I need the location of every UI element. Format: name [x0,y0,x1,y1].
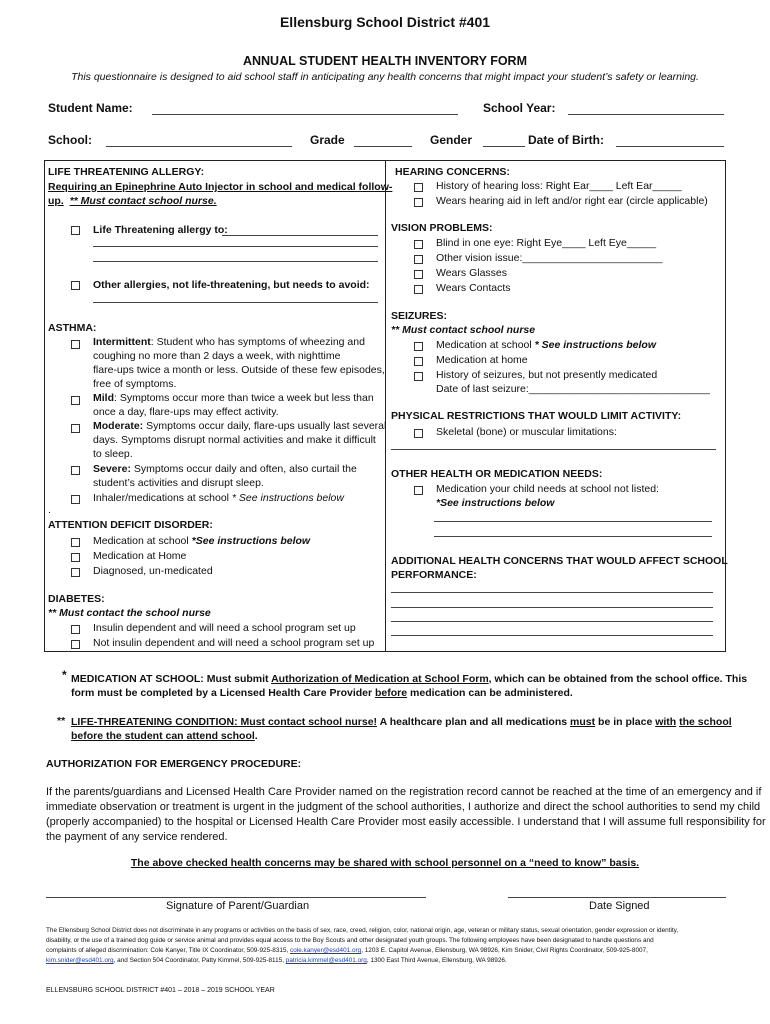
life-threat-i: . [254,730,258,742]
seizures-med-home: Medication at home [436,354,528,366]
allergy-line-3[interactable] [93,261,378,262]
authorization-line-3: (properly accompanied) to the hospital or Licensed Health Care Provider most easily accessible. I understand that I will assume full responsibility for [46,816,766,828]
medication-note-a: MEDICATION AT SCHOOL: Must submit [71,673,272,685]
hearing-loss: History of hearing loss: Right Ear____ Left Ear_____ [436,180,682,192]
nondisc-3a: complaints of alleged discrimination: Cole Kanyer, Title IX Coordinator, 509-925-8315, [46,947,291,954]
seizures-med-home-checkbox[interactable] [414,357,423,366]
allergy-up: up. [48,195,64,207]
mild-label: Mild [93,392,114,404]
intermittent-line-1 [93,335,365,349]
allergy-requirement-2 [48,194,217,208]
diabetes-note: ** Must contact the school nurse [48,607,211,619]
district-title: Ellensburg School District #401 [279,14,491,30]
life-threat-school: the school [679,716,732,728]
severe-line-2: student’s activities and disrupt sleep. [93,477,264,489]
authorization-line-4: the payment of any service rendered. [46,831,228,843]
parent-signature-label: Signature of Parent/Guardian [166,900,310,912]
other-needs-note: *See instructions below [436,497,555,509]
additional-title-1: ADDITIONAL HEALTH CONCERNS THAT WOULD AFFECT SCHOOL [391,555,728,567]
moderate-line-1 [93,419,386,433]
intermittent-line-3: flare-ups twice a month or less. Outside of these few episodes, [93,364,385,376]
nondisc-4d: , 1300 East Third Avenue, Ellensburg, WA 98926. [366,957,507,964]
add-med-school-label: Medication at school [93,535,192,547]
add-med-school [93,534,310,548]
other-needs-checkbox[interactable] [414,486,423,495]
severe-desc: Symptoms occur daily and often, also curtail the [130,463,357,475]
severe-label: Severe: [93,463,131,475]
seizures-history: History of seizures, but not presently medicated [436,369,658,381]
allergy-checkbox[interactable] [71,226,80,235]
diabetes-dependent: Insulin dependent and will need a school program set up [93,622,356,634]
authorization-line-2: immediate observation or treatment is urgent in the judgment of the school authorities, I authorize and direct the school authorities to send my child [46,801,761,813]
inhaler-label: Inhaler/medications at school [93,492,232,504]
seizures-med-school-note: * See instructions below [534,339,657,351]
other-allergy-line[interactable] [93,302,378,303]
gender-label: Gender [430,133,473,147]
moderate-label: Moderate: [93,420,144,432]
vision-glasses-checkbox[interactable] [414,270,423,279]
nondiscrimination-line-1: The Ellensburg School District does not discriminate in any programs or activities on the basis of sex, race, creed, religion, color, national origin, age, veteran or military status, sexual orientation, gender expression or identity, [46,927,679,934]
diabetes-not-dependent: Not insulin dependent and will need a school program set up [93,637,375,649]
additional-line-3[interactable] [391,621,713,622]
other-allergy-label: Other allergies, not life-threatening, but needs to avoid: [93,279,370,291]
share-notice: The above checked health concerns may be shared with school personnel on a “need to know” basis. [130,857,640,869]
add-med-school-note: *See instructions below [191,535,311,547]
nondisc-3c: , 1203 E. Capitol Avenue, Ellensburg, WA 98926, Kim Snider, Civil Rights Coordinator, 509-925-8007, [361,947,648,954]
vision-glasses: Wears Glasses [436,267,507,279]
intermittent-line-4: free of symptoms. [93,378,177,390]
gender-field[interactable] [483,146,525,147]
hearing-title: HEARING CONCERNS: [395,166,510,178]
life-threat-d: be in place [595,716,656,728]
inhaler-note: * See instructions below [231,492,344,504]
medication-note-line-2 [71,686,573,700]
additional-line-4[interactable] [391,635,713,636]
school-year-field[interactable] [568,114,724,115]
dob-label: Date of Birth: [528,133,604,147]
add-med-school-checkbox[interactable] [71,538,80,547]
mild-line-2: once a day, flare-ups may effect activity. [93,406,279,418]
stray-dot: . [48,504,51,516]
seizures-note: ** Must contact school nurse [391,324,536,336]
medication-form-name: Authorization of Medication at School Form [271,673,489,685]
nondiscrimination-line-4 [46,956,728,966]
medication-note-line-1 [71,672,747,686]
column-divider [385,160,386,652]
physical-skeletal: Skeletal (bone) or muscular limitations: [436,426,617,438]
seizures-title: SEIZURES: [391,310,448,322]
authorization-title: AUTHORIZATION FOR EMERGENCY PROCEDURE: [46,758,302,770]
add-unmedicated-checkbox[interactable] [71,568,80,577]
life-threat-must: must [570,716,596,728]
mild-line-1 [93,391,374,405]
grade-field[interactable] [354,146,412,147]
severe-line-1 [93,462,357,476]
dob-field[interactable] [616,146,724,147]
seizures-last-date: Date of last seizure:_______________________________ [436,383,710,395]
medication-note-c: , which can be obtained from the school office. This [488,673,748,685]
inhaler-line [93,491,344,505]
authorization-line-1: If the parents/guardians and Licensed Health Care Provider named on the registration record cannot be reached at the time of an emergency and if [46,786,762,798]
title-ix-email-link[interactable]: cole.kanyer@esd401.org [290,947,362,954]
vision-title: VISION PROBLEMS: [391,222,493,234]
other-allergy-checkbox[interactable] [71,281,80,290]
medication-note-f: medication can be administered. [407,687,573,699]
student-name-field[interactable] [152,114,458,115]
vision-other: Other vision issue:________________________ [436,252,663,264]
physical-checkbox[interactable] [414,429,423,438]
add-title: ATTENTION DEFICIT DISORDER: [48,519,213,531]
nondisc-4b: , and Section 504 Coordinator, Patty Kimmel, 509-925-8115, [113,957,286,964]
other-needs-line-2[interactable] [434,536,712,537]
section504-email-link[interactable]: patricia.kimmel@esd401.org [285,957,367,964]
life-threat-heading: LIFE-THREATENING CONDITION: Must contact school nurse! [71,716,378,728]
nondiscrimination-line-2: disability, or the use of a trained dog guide or service animal and provides equal access to the Boy Scouts and other designated youth groups. The following employees have been designated to handle questions and [46,937,654,944]
allergy-nurse-note: ** Must contact school nurse. [69,195,217,207]
grade-label: Grade [310,133,345,147]
star-note-2: ** [57,715,66,727]
star-note-1: * [62,668,67,682]
school-label: School: [48,133,92,147]
moderate-desc: Symptoms occur daily, flare-ups usually last several [143,420,387,432]
allergy-line-1[interactable] [222,235,378,236]
footer-school-year: ELLENSBURG SCHOOL DISTRICT #401 – 2018 – 2019 SCHOOL YEAR [46,987,275,994]
hearing-aid-checkbox[interactable] [414,198,423,207]
hearing-aid: Wears hearing aid in left and/or right ear (circle applicable) [436,195,708,207]
seizures-med-school-checkbox[interactable] [414,342,423,351]
vision-contacts: Wears Contacts [436,282,511,294]
allergy-title: LIFE THREATENING ALLERGY: [48,166,205,178]
life-threat-with: with [655,716,677,728]
hearing-loss-checkbox[interactable] [414,183,423,192]
diabetes-dependent-checkbox[interactable] [71,625,80,634]
vision-blind: Blind in one eye: Right Eye____ Left Eye_____ [436,237,657,249]
intermittent-checkbox[interactable] [71,340,80,349]
physical-line[interactable] [391,449,716,450]
form-title: ANNUAL STUDENT HEALTH INVENTORY FORM [242,54,528,68]
other-needs-line-1[interactable] [434,521,712,522]
life-threat-b: A healthcare plan and all medications [377,716,571,728]
diabetes-title: DIABETES: [48,593,105,605]
mild-desc: : Symptoms occur more than twice a week but less than [114,392,374,404]
add-med-home-checkbox[interactable] [71,553,80,562]
medication-note-before: before [375,687,408,699]
medication-note-d: form must be completed by a Licensed Health Care Provider [71,687,376,699]
student-name-label: Student Name: [48,101,133,115]
intro-text: This questionnaire is designed to aid school staff in anticipating any health concerns that might impact your student’s safety or learning. [71,71,699,83]
moderate-line-3: to sleep. [93,448,133,460]
life-threat-line-1 [71,715,732,729]
date-signed-label: Date Signed [589,900,650,912]
intermittent-label: Intermittent [93,336,151,348]
additional-title-2: PERFORMANCE: [391,569,477,581]
allergy-item-label: Life Threatening allergy to: [93,224,228,236]
mild-checkbox[interactable] [71,396,80,405]
parent-signature-line[interactable] [46,897,426,898]
allergy-line-2[interactable] [93,246,378,247]
add-unmedicated: Diagnosed, un-medicated [93,565,213,577]
additional-line-1[interactable] [391,592,713,593]
asthma-title: ASTHMA: [48,322,97,334]
allergy-requirement: Requiring an Epinephrine Auto Injector in school and medical follow- [48,181,393,193]
intermittent-line-2: coughing no more than 2 days a week, with nighttime [93,350,341,362]
nondiscrimination-line-3 [46,946,728,956]
life-threat-line-2 [71,729,258,743]
severe-checkbox[interactable] [71,466,80,475]
moderate-checkbox[interactable] [71,424,80,433]
seizures-history-checkbox[interactable] [414,372,423,381]
school-year-label: School Year: [483,101,556,115]
date-signed-line[interactable] [508,897,726,898]
add-med-home: Medication at Home [93,550,187,562]
moderate-line-2: days. Symptoms disrupt normal activities and make it difficult [93,434,376,446]
vision-contacts-checkbox[interactable] [414,285,423,294]
other-needs-title: OTHER HEALTH OR MEDICATION NEEDS: [391,468,603,480]
life-threat-h: before the student can attend school [71,730,255,742]
additional-line-2[interactable] [391,607,713,608]
seizures-med-school [436,338,656,352]
other-needs-med: Medication your child needs at school not listed: [436,483,659,495]
vision-blind-checkbox[interactable] [414,240,423,249]
civil-rights-email-link[interactable]: kim.snider@esd401.org [46,957,114,964]
seizures-med-school-label: Medication at school [436,339,535,351]
intermittent-desc: : Student who has symptoms of wheezing and [150,336,365,348]
diabetes-not-dependent-checkbox[interactable] [71,640,80,649]
school-field[interactable] [106,146,292,147]
vision-other-checkbox[interactable] [414,255,423,264]
inhaler-checkbox[interactable] [71,495,80,504]
physical-title: PHYSICAL RESTRICTIONS THAT WOULD LIMIT ACTIVITY: [391,410,682,422]
